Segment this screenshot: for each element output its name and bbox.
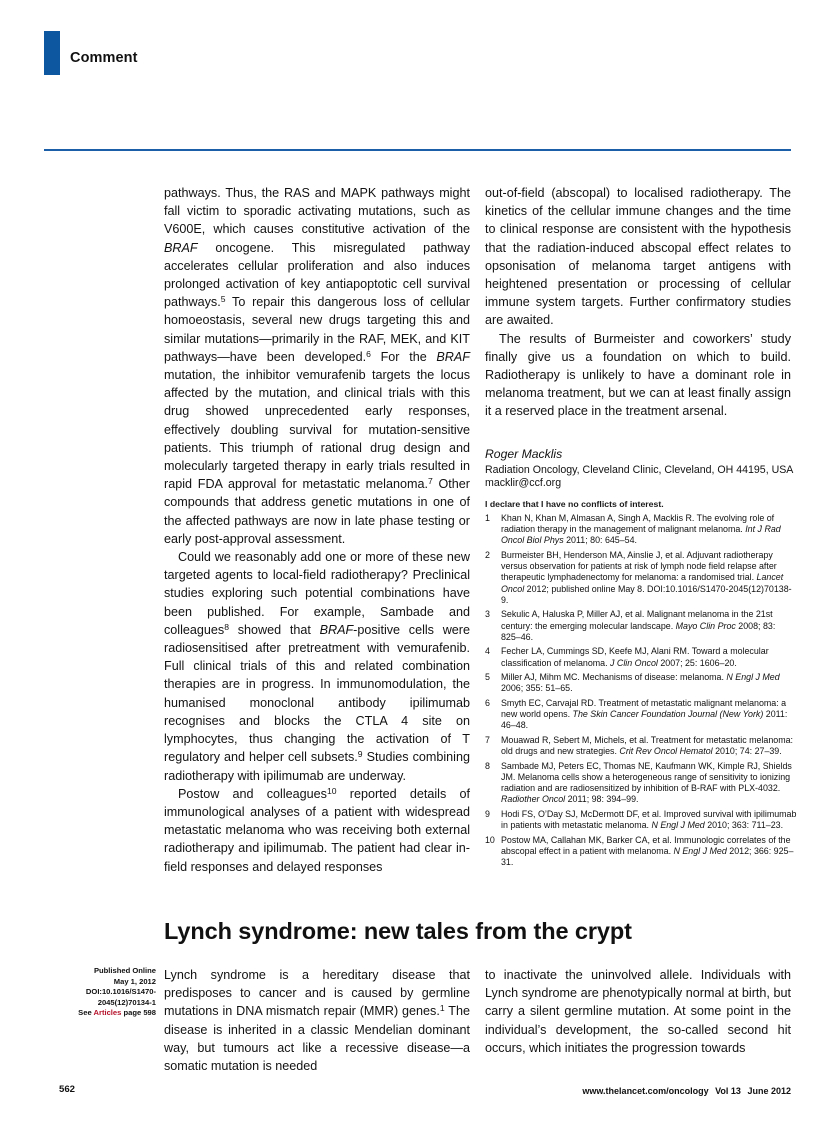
reference-number: 3 <box>485 609 490 620</box>
header-rule <box>44 149 791 151</box>
reference-number: 8 <box>485 760 490 771</box>
section-label: Comment <box>70 50 138 66</box>
reference-text: Fecher LA, Cummings SD, Keefe MJ, Alani RM. Toward a molecular classification of melanoma. J Clin Oncol 2007; 25: 1606–20. <box>501 646 769 668</box>
doi-line-2: 2045(12)70134-1 <box>97 997 156 1007</box>
reference-number: 1 <box>485 513 490 523</box>
reference-text: Sambade MJ, Peters EC, Thomas NE, Kaufmann WK, Kimple RJ, Shields JM. Melanoma cells show a heterogeneous range of sensitivity to ionizing radiation and are radiosensitized by inhibition of B-RAF with PLX-4032. Radiother Oncol 2011; 98: 394–99. <box>501 760 792 805</box>
reference-text: Smyth EC, Carvajal RD. Treatment of metastatic malignant melanoma: a new world opens. The Skin Cancer Foundation Journal (New York) 2011: 46–48. <box>501 698 788 731</box>
reference-item <box>485 761 797 806</box>
reference-text: Postow MA, Callahan MK, Barker CA, et al. Immunologic correlates of the abscopal effect in a patient with melanoma. N Engl J Med 2012; 366: 925–31. <box>501 834 794 868</box>
doi-line-1: DOI:10.1016/S1470- <box>85 987 156 997</box>
reference-number: 9 <box>485 809 490 819</box>
reference-text: Sekulic A, Haluska P, Miller AJ, et al. Malignant melanoma in the 21st century: the emerging molecular landscape. Mayo Clin Proc 2008; 83: 825–46. <box>501 609 776 642</box>
published-online-label: Online <box>132 966 156 975</box>
lynch-paragraph-right: to inactivate the uninvolved allele. Individuals with Lynch syndrome are phenotypically normal at birth, but carry a silent germline mutation. At some point in the individual’s development, the so-called second hit occurs, which initiates the progression towards <box>485 968 791 1055</box>
reference-item <box>485 646 797 668</box>
author-name: Roger Macklis <box>485 447 563 461</box>
reference-item <box>485 609 797 643</box>
reference-number: 5 <box>485 672 490 683</box>
footer-citation <box>582 1086 791 1096</box>
reference-number: 7 <box>485 735 490 745</box>
author-block <box>485 447 795 510</box>
issue-date: June 2012 <box>747 1086 791 1096</box>
reference-text: Burmeister BH, Henderson MA, Ainslie J, et al. Adjuvant radiotherapy versus observation for patients at risk of lymph node field relapse after therapeutic lymphadenectomy for melanoma: a randomised trial. Lancet Oncol 2012; published online May 8. DOI:10.1016/S1470-2045(12)70138-9. <box>501 550 792 605</box>
lynch-paragraph-left: Lynch syndrome is a hereditary disease that predisposes to cancer and is caused by germline mutations in DNA mismatch repair (MMR) genes.$^1$ The disease is inherited in a classic Mendelian dominant way, but tumours act like a recessive disease—a somatic mutation is needed <box>164 968 470 1074</box>
reference-item <box>485 735 797 757</box>
reference-number: 6 <box>485 698 490 708</box>
reference-item <box>485 809 797 831</box>
articles-link[interactable]: Articles <box>93 1008 122 1018</box>
publication-date: May 1, 2012 <box>113 976 156 986</box>
reference-list <box>485 513 797 872</box>
journal-url[interactable]: www.thelancet.com/oncology <box>582 1086 709 1096</box>
section-accent-bar <box>44 31 60 75</box>
author-affiliation: Radiation Oncology, Cleveland Clinic, Cleveland, OH 44195, USA <box>485 464 794 476</box>
published-label: Published <box>93 966 131 975</box>
author-email[interactable]: macklir@ccf.org <box>485 477 562 490</box>
reference-number: 2 <box>485 550 490 560</box>
comment-paragraph-3: Postow and colleagues$^{10}$ reported details of immunological analyses of a patient with widespread metastatic melanoma who was receiving both external radiotherapy and ipilimumab. The patient had clear in-field responses and delayed responses <box>164 785 470 874</box>
comment-paragraph-5: The results of Burmeister and coworkers’ study finally give us a foundation on which to build. Radiotherapy is unlikely to have a dominant role in melanoma treatment, but we can at least finally assign it a reserved place in the treatment arsenal. <box>485 331 791 419</box>
see-articles-line[interactable] <box>62 1008 156 1019</box>
comment-right-column <box>485 184 791 421</box>
article-title: Lynch syndrome: new tales from the crypt <box>164 918 632 944</box>
reference-text: Hodi FS, O’Day SJ, McDermott DF, et al. Improved survival with ipilimumab in patients with metastatic melanoma. N Engl J Med 2010; 363: 711–23. <box>501 809 797 831</box>
conflict-of-interest-statement: I declare that I have no conflicts of interest. <box>485 498 664 509</box>
reference-text: Khan N, Khan M, Almasan A, Singh A, Macklis R. The evolving role of radiation therapy in the management of malignant melanoma. Int J Rad Oncol Biol Phys 2011; 80: 645–54. <box>501 513 781 546</box>
reference-item <box>485 672 797 694</box>
lynch-right-column <box>485 966 791 1057</box>
page-number: 562 <box>59 1084 76 1095</box>
reference-number: 4 <box>485 646 490 657</box>
article-margin-note <box>62 966 156 1019</box>
reference-item <box>485 698 797 732</box>
reference-item <box>485 835 797 869</box>
comment-paragraph-2: Could we reasonably add one or more of these new targeted agents to local-field radiotherapy? Preclinical studies exploring such potential combinations have been published. For example, Sambade and colleagues$^8$ showed that BRAF-positive cells were radiosensitised after pretreatment with vemurafenib. Full clinical trials of this and related combination therapies are in progress. In immunomodulation, the humanised monoclonal antibody ipilimumab recognises and blocks the CTLA 4 site on lymphocytes, thus changing the activation of T regulatory and helper cell subsets.$^9$ Studies combining radiotherapy with ipilimumab are underway. <box>164 550 470 783</box>
reference-item <box>485 513 797 547</box>
reference-text: Mouawad R, Sebert M, Michels, et al. Treatment for metastatic melanoma: old drugs and new strategies. Crit Rev Oncol Hematol 2010; 74: 27–39. <box>501 735 794 757</box>
published-online-line <box>62 966 156 977</box>
comment-paragraph-1: pathways. Thus, the RAS and MAPK pathways might fall victim to sporadic activating mutations, such as V600E, which causes constitutive activation of the BRAF oncogene. This misregulated pathway accelerates cellular proliferation and also induces prolonged activation of key antiapoptotic cell survival pathways.$^5$ To repair this dangerous loss of cellular homoeostasis, several new drugs targeting this and similar mutations—primarily in the RAF, MEK, and KIT pathways—have been developed.$^6$ For the BRAF mutation, the inhibitor vemurafenib targets the locus affected by the mutation, and clinical trials with this drug showed unprecedented early responses, effectively doubling survival for mutation-sensitive patients. This triumph of rational drug design and molecularly targeted therapy in early trials resulted in rapid FDA approval for metastatic melanoma.$^7$ Other compounds that address genetic mutations in one of the affected pathways are now in late phase testing or early post-approval assessment. <box>164 186 471 546</box>
lynch-left-column <box>164 966 470 1075</box>
reference-number: 10 <box>485 834 495 845</box>
comment-paragraph-4: out-of-field (abscopal) to localised radiotherapy. The kinetics of the cellular immune changes and the time to clinical response are consistent with the hypothesis that the radiation-induced abscopal effect relates to opsonisation of melanoma target antigens with heightened presentation or processing of cellular immune system targets. Further confirmatory studies are awaited. <box>485 186 791 328</box>
see-page-number: page 598 <box>123 1008 156 1018</box>
see-label: See <box>78 1008 92 1018</box>
reference-item <box>485 550 797 606</box>
reference-text: Miller AJ, Mihm MC. Mechanisms of disease: melanoma. N Engl J Med 2006; 355: 51–65. <box>501 672 780 694</box>
comment-left-column <box>164 184 470 876</box>
volume-label: Vol 13 <box>715 1086 741 1096</box>
